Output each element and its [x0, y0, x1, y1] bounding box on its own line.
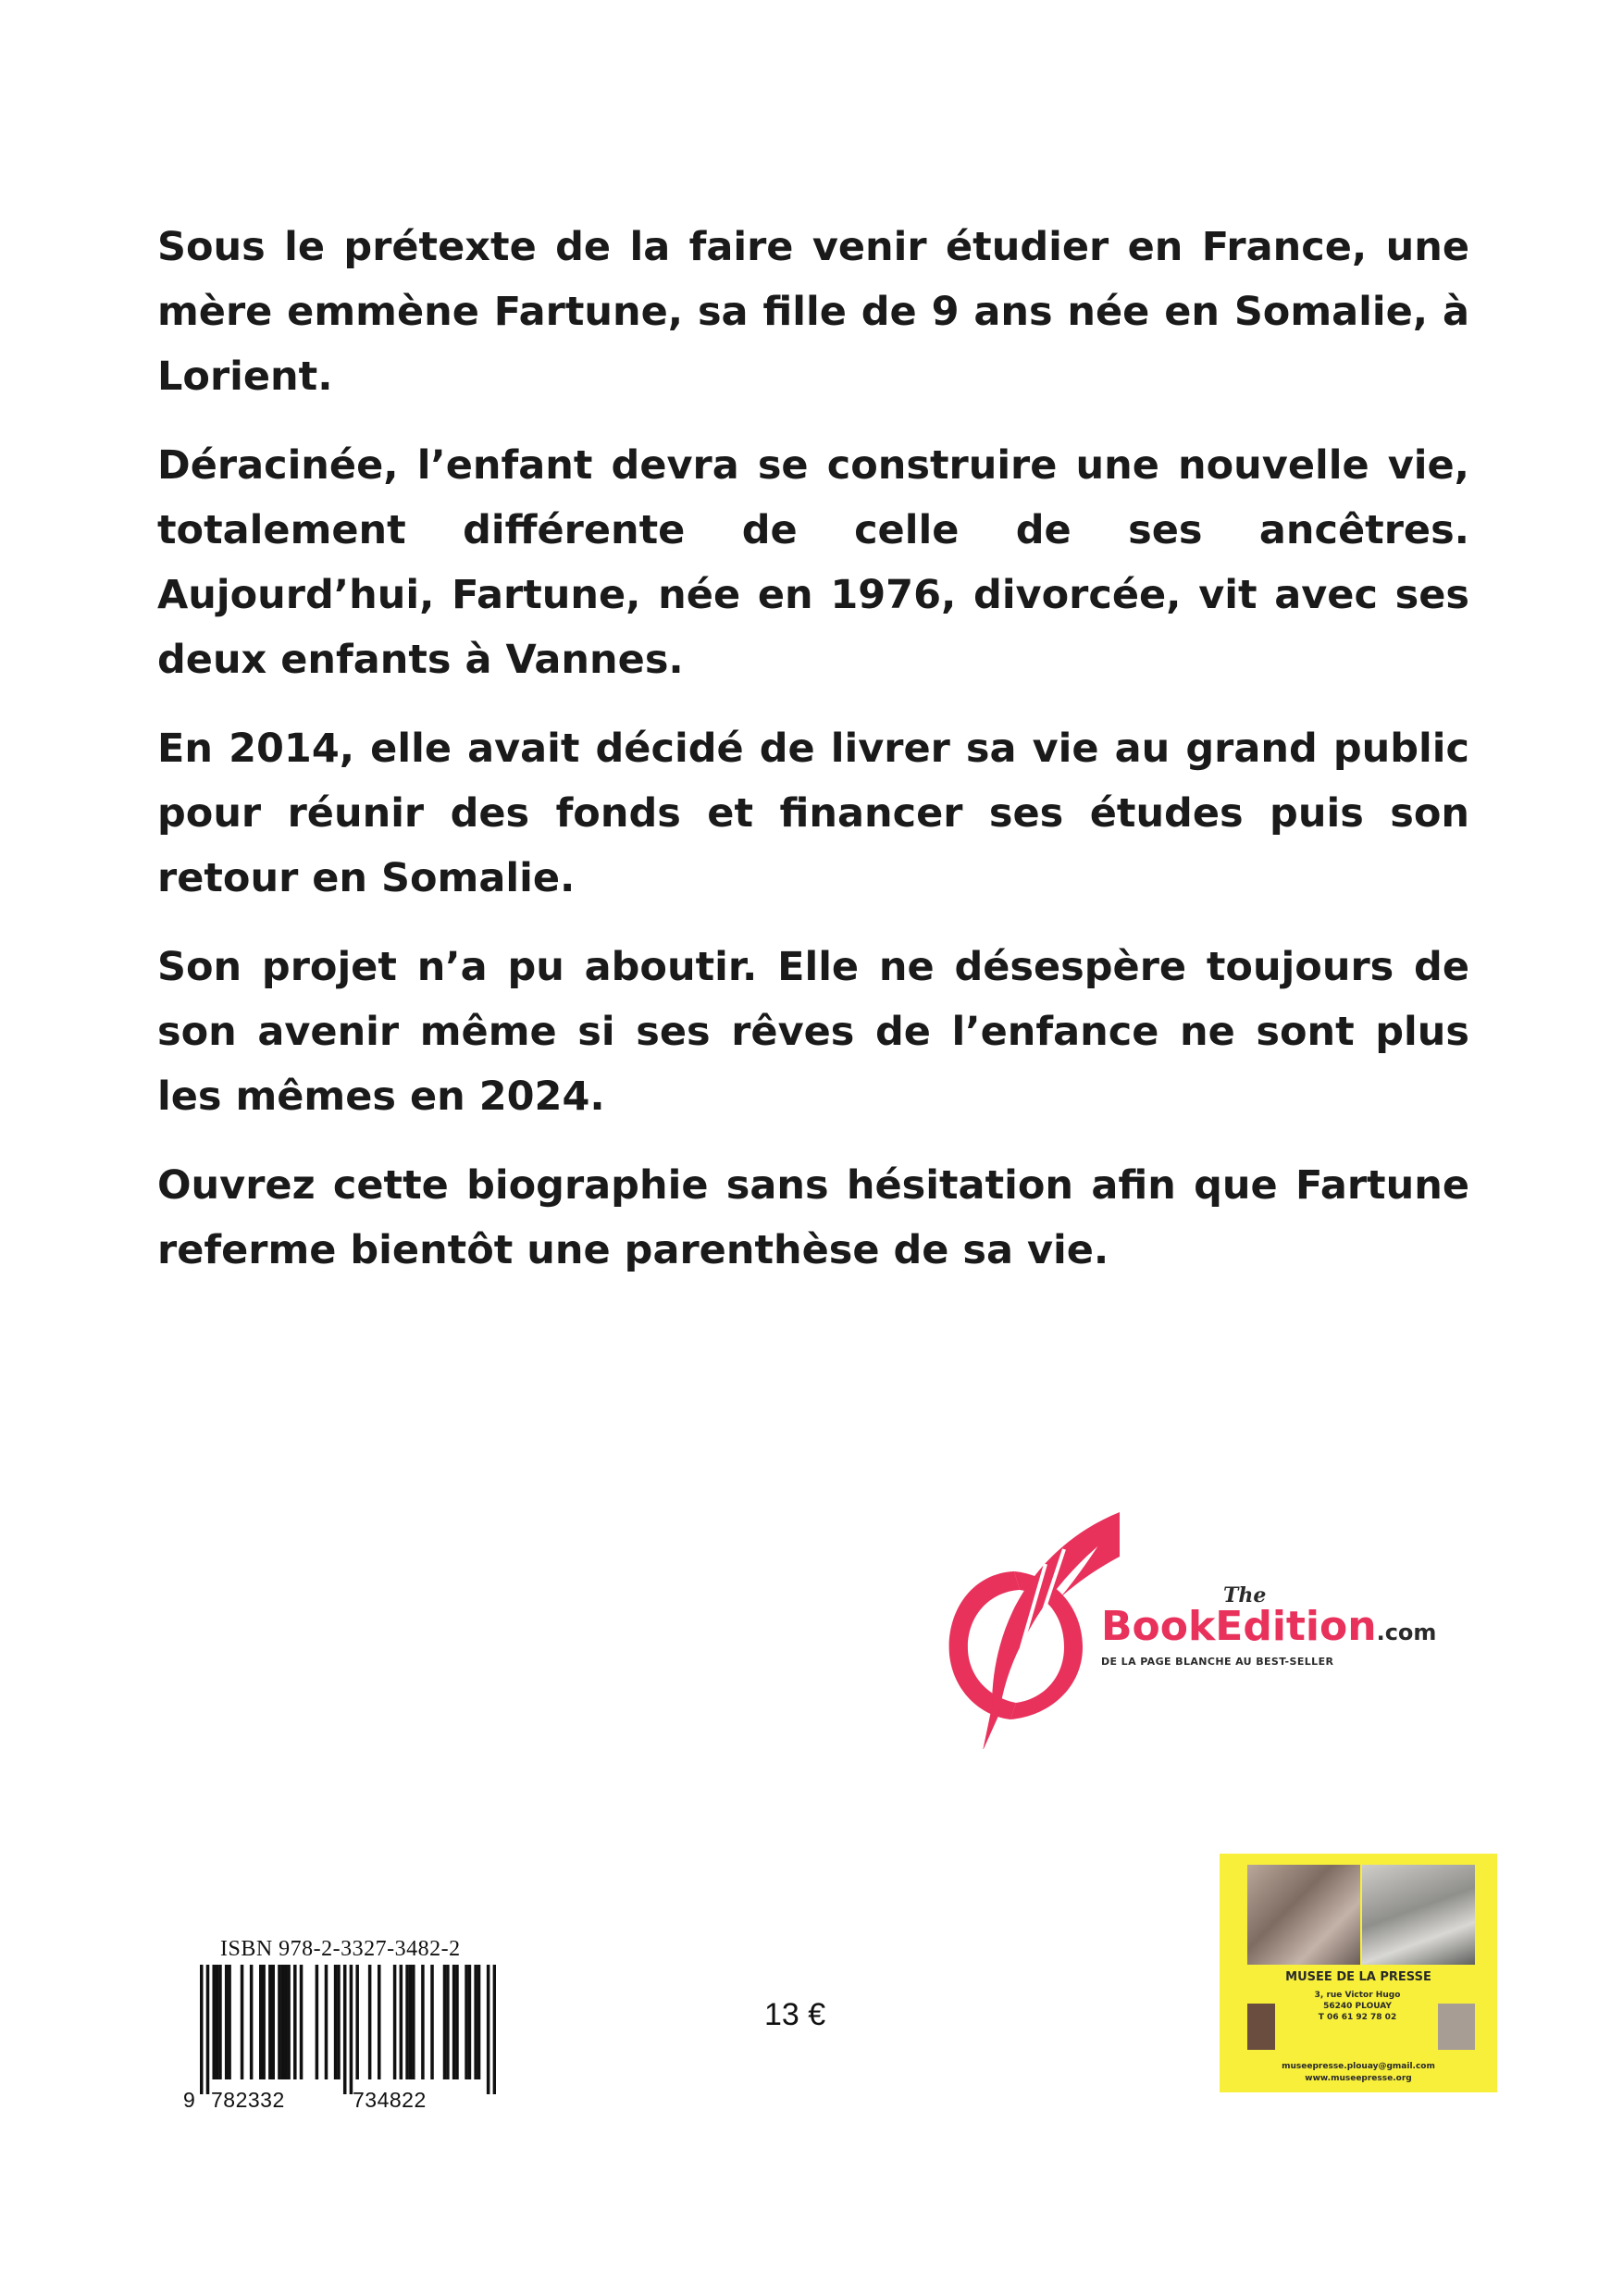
barcode-bar — [487, 1965, 490, 2094]
barcode-group-1: 782332 — [211, 2088, 285, 2112]
barcode-bar — [493, 1965, 496, 2094]
museum-title: MUSEE DE LA PRESSE — [1285, 1970, 1431, 1984]
blurb-paragraph: Ouvrez cette biographie sans hésitation afin que Fartune referme bientôt une parenthèse de sa vie. — [157, 1162, 1469, 1273]
museum-photo — [1247, 1865, 1360, 1965]
barcode-bar — [405, 1965, 409, 2079]
barcode-bar — [216, 1965, 219, 2079]
publisher-wordmark — [1101, 1583, 1437, 1668]
barcode-bar — [465, 1965, 468, 2079]
barcode-bar — [278, 1965, 281, 2079]
barcode-bar — [452, 1965, 456, 2079]
logo-edition: Edition — [1215, 1603, 1377, 1650]
price: 13 € — [764, 1997, 826, 2032]
barcode-bar — [259, 1965, 263, 2079]
barcode-bar — [468, 1965, 472, 2079]
barcode-bar — [393, 1965, 397, 2079]
barcode-bar — [268, 1965, 272, 2079]
logo-the: The — [1223, 1583, 1267, 1607]
barcode-bar — [334, 1965, 338, 2079]
museum-address-city: 56240 PLOUAY — [1323, 2002, 1392, 2011]
barcode-bar — [284, 1965, 288, 2079]
barcode-bar — [212, 1965, 216, 2079]
museum-address-street: 3, rue Victor Hugo — [1314, 1991, 1401, 2000]
barcode-bar — [225, 1965, 229, 2079]
barcode-bar — [293, 1965, 297, 2079]
barcode-bar — [430, 1965, 434, 2079]
publisher-logo — [935, 1508, 1453, 1749]
museum-badge — [1220, 1854, 1497, 2092]
museum-website: www.museepresse.org — [1305, 2074, 1412, 2083]
logo-com: .com — [1376, 1620, 1437, 1645]
isbn-barcode — [183, 1937, 503, 2122]
barcode-bar — [262, 1965, 266, 2079]
barcode-bars — [200, 1965, 496, 2094]
feather-quill-icon — [935, 1508, 1120, 1749]
barcode-bar — [271, 1965, 275, 2079]
barcode-bar — [250, 1965, 254, 2079]
barcode-lead-digit: 9 — [183, 2088, 196, 2112]
blurb-paragraph: En 2014, elle avait décidé de livrer sa vie au grand public pour réunir des fonds et financer ses études puis son retour en Somalie. — [157, 726, 1469, 901]
barcode-bar — [368, 1965, 372, 2079]
museum-email: museepresse.plouay@gmail.com — [1282, 2062, 1435, 2071]
barcode-bar — [355, 1965, 359, 2079]
barcode-bar — [378, 1965, 381, 2079]
barcode-bar — [325, 1965, 328, 2079]
barcode-bar — [421, 1965, 425, 2079]
barcode-bar — [218, 1965, 222, 2079]
blurb-paragraph: Sous le prétexte de la faire venir étudier en France, une mère emmène Fartune, sa fille de 9 ans née en Somalie, à Lorient. — [157, 224, 1469, 400]
barcode-bar — [281, 1965, 285, 2079]
museum-phone: T 06 61 92 78 02 — [1318, 2013, 1397, 2022]
barcode-bar — [443, 1965, 447, 2079]
barcode-bar — [300, 1965, 304, 2079]
back-cover-blurb — [157, 215, 1469, 1307]
barcode-bar — [316, 1965, 319, 2079]
barcode-bar — [446, 1965, 450, 2079]
logo-book: Book — [1101, 1603, 1216, 1650]
barcode-bar — [455, 1965, 459, 2079]
blurb-paragraph: Déracinée, l’enfant devra se construire une nouvelle vie, totalement différente de celle de ses ancêtres. Aujourd’hui, Fartune, née en 1976, divorcée, vit avec ses deux enfants à Vannes. — [157, 442, 1469, 683]
blurb-paragraph: Son projet n’a pu aboutir. Elle ne désespère toujours de son avenir même si ses rêves de l’enfance ne sont plus les mêmes en 2024. — [157, 944, 1469, 1120]
barcode-bar — [350, 1965, 353, 2094]
museum-photo — [1362, 1865, 1475, 1965]
barcode-bar — [287, 1965, 291, 2079]
barcode-bar — [400, 1965, 403, 2079]
barcode-bar — [206, 1965, 210, 2094]
isbn-label: ISBN 978-2-3327-3482-2 — [220, 1937, 461, 1961]
barcode-bar — [412, 1965, 415, 2079]
museum-photo — [1438, 2004, 1475, 2050]
museum-photo — [1247, 2004, 1275, 2050]
barcode-group-2: 734822 — [353, 2088, 427, 2112]
barcode-bar — [228, 1965, 231, 2079]
barcode-bar — [477, 1965, 481, 2079]
logo-tagline: DE LA PAGE BLANCHE AU BEST-SELLER — [1101, 1656, 1334, 1668]
barcode-bar — [200, 1965, 204, 2094]
barcode-bar — [409, 1965, 413, 2079]
barcode-bar — [343, 1965, 347, 2094]
barcode-bar — [337, 1965, 341, 2079]
barcode-bar — [241, 1965, 244, 2079]
barcode-bar — [474, 1965, 477, 2079]
